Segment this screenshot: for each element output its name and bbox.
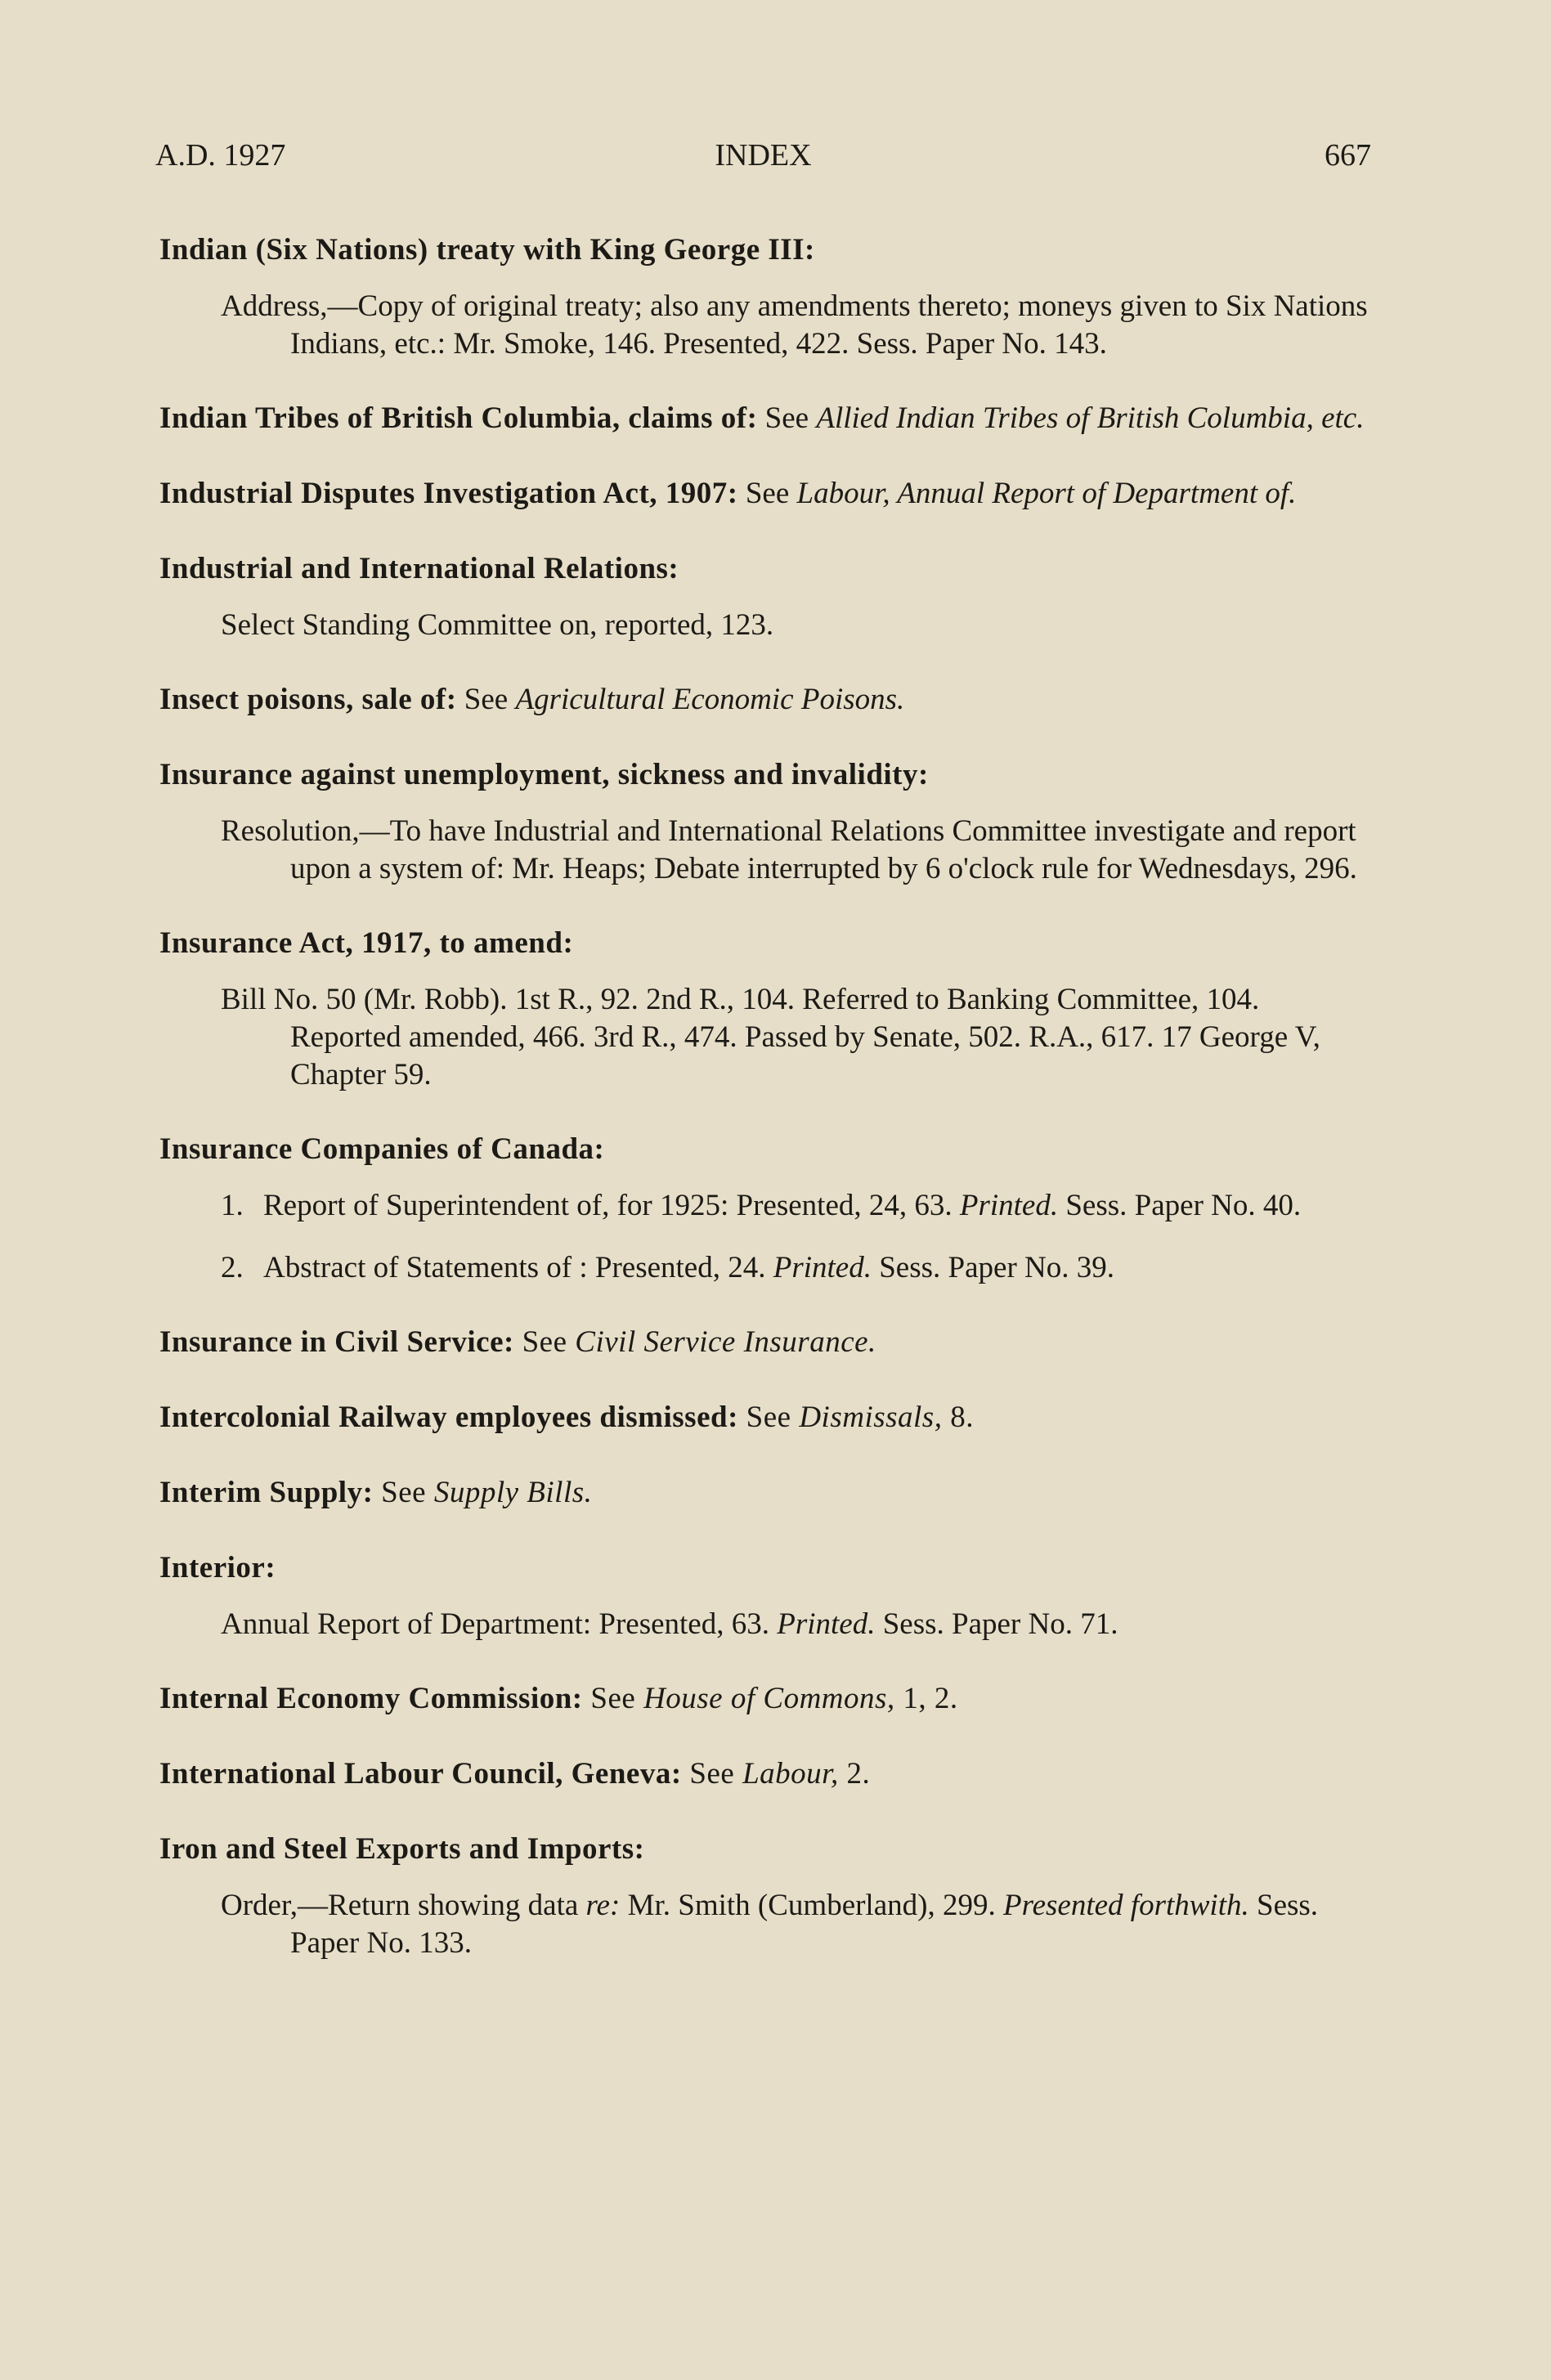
entry-heading: Intercolonial Railway employees dismissed: [159, 1401, 738, 1434]
entry-heading: Internal Economy Commission: [159, 1682, 583, 1715]
presented-label: Presented forthwith. [1002, 1889, 1249, 1922]
see-label: See [746, 1401, 791, 1434]
entry-heading: Industrial and International Relations: [159, 552, 679, 585]
index-entry [159, 549, 1378, 644]
index-entry [159, 1398, 1378, 1437]
index-entry [159, 1830, 1378, 1962]
year-label: A.D. 1927 [155, 138, 286, 173]
item-text: Sess. Paper No. 39. [879, 1251, 1114, 1284]
printed-label: Printed. [777, 1607, 876, 1641]
page-header [155, 137, 1371, 186]
entry-heading: Iron and Steel Exports and Imports: [159, 1832, 645, 1866]
index-entry [159, 1323, 1378, 1362]
item-text: Sess. Paper No. 40. [1065, 1189, 1302, 1222]
entry-heading-line [159, 1755, 1378, 1794]
entry-heading: Indian Tribes of British Columbia, claims of: [159, 401, 758, 435]
entry-heading: Insect poisons, sale of: [159, 683, 457, 716]
printed-label: Printed. [773, 1251, 872, 1284]
entry-heading: Insurance in Civil Service: [159, 1325, 514, 1359]
index-entry [159, 231, 1378, 363]
reference-page: 8. [950, 1401, 974, 1434]
entry-heading: Interior: [159, 1551, 276, 1584]
see-label: See [590, 1682, 636, 1715]
index-entry [159, 924, 1378, 1094]
see-label: See [689, 1757, 735, 1791]
index-entry [159, 1473, 1378, 1513]
entry-heading: Insurance against unemployment, sickness and invalidity: [159, 758, 929, 791]
entry-heading: Industrial Disputes Investigation Act, 1907: [159, 477, 738, 510]
entry-heading: Insurance Act, 1917, to amend: [159, 926, 574, 960]
entry-heading: Insurance Companies of Canada: [159, 1132, 605, 1166]
printed-label: Printed. [959, 1189, 1059, 1222]
entry-item: Bill No. 50 (Mr. Robb). 1st R., 92. 2nd R., 104. Referred to Banking Committee, 104. Reported amended, 466. 3rd R., 474. Passed by Senate, 502. R.A., 617. 17 George V, Chapter 59. [221, 983, 1320, 1091]
entry-item [159, 1187, 1378, 1225]
entry-item [159, 1249, 1378, 1287]
item-number: 2. [221, 1251, 244, 1284]
index-entries [159, 231, 1378, 1998]
entry-heading-line [159, 680, 1378, 719]
entry-heading-line [159, 399, 1378, 438]
entry-heading-line [159, 1473, 1378, 1513]
item-text: Mr. Smith (Cumberland), 299. [627, 1889, 996, 1922]
item-text: Report of Superintendent of, for 1925: Presented, 24, 63. [263, 1189, 953, 1222]
see-label: See [464, 683, 509, 716]
item-text: Sess. Paper No. 133. [290, 1889, 1319, 1960]
entry-heading: International Labour Council, Geneva: [159, 1757, 682, 1791]
entry-heading: Interim Supply: [159, 1476, 374, 1509]
see-label: See [764, 401, 809, 435]
see-label: See [381, 1476, 427, 1509]
index-entry [159, 1755, 1378, 1794]
see-label: See [745, 477, 790, 510]
entry-heading-line [159, 1398, 1378, 1437]
re-label: re: [585, 1889, 621, 1922]
index-title: INDEX [715, 138, 812, 173]
entry-item [159, 1606, 1378, 1643]
cross-reference: House of Commons, [643, 1682, 895, 1715]
reference-page: 2. [846, 1757, 871, 1791]
cross-reference: Civil Service Insurance. [575, 1325, 876, 1359]
entry-heading-line [159, 1323, 1378, 1362]
entry-heading-line [159, 474, 1378, 513]
reference-page: 1, 2. [903, 1682, 958, 1715]
entry-item [159, 1887, 1378, 1962]
index-entry [159, 680, 1378, 719]
cross-reference: Allied Indian Tribes of British Columbia, etc. [816, 401, 1365, 435]
index-entry [159, 755, 1378, 888]
index-entry [159, 1549, 1378, 1643]
cross-reference: Agricultural Economic Poisons. [515, 683, 905, 716]
item-text: Abstract of Statements of : Presented, 24. [263, 1251, 766, 1284]
index-entry [159, 399, 1378, 438]
entry-heading-line [159, 1679, 1378, 1719]
entry-item: Resolution,—To have Industrial and International Relations Committee investigate and report upon a system of: Mr. Heaps; Debate interrupted by 6 o'clock rule for Wednesdays, 296. [221, 814, 1357, 885]
entry-item: Select Standing Committee on, reported, 123. [221, 608, 774, 642]
entry-heading: Indian (Six Nations) treaty with King George III: [159, 233, 815, 267]
index-entry [159, 1679, 1378, 1719]
item-text: Sess. Paper No. 71. [882, 1607, 1118, 1641]
index-entry [159, 474, 1378, 513]
cross-reference: Dismissals, [799, 1401, 943, 1434]
cross-reference: Labour, Annual Report of Department of. [796, 477, 1297, 510]
item-number: 1. [221, 1189, 244, 1222]
see-label: See [522, 1325, 567, 1359]
item-text: Annual Report of Department: Presented, 63. [221, 1607, 769, 1641]
cross-reference: Labour, [742, 1757, 839, 1791]
index-entry [159, 1130, 1378, 1287]
cross-reference: Supply Bills. [433, 1476, 593, 1509]
page-number: 667 [1325, 138, 1371, 173]
item-text: Order,—Return showing data [221, 1889, 579, 1922]
entry-item: Address,—Copy of original treaty; also any amendments thereto; moneys given to Six Nations Indians, etc.: Mr. Smoke, 146. Presented, 422. Sess. Paper No. 143. [221, 289, 1368, 361]
